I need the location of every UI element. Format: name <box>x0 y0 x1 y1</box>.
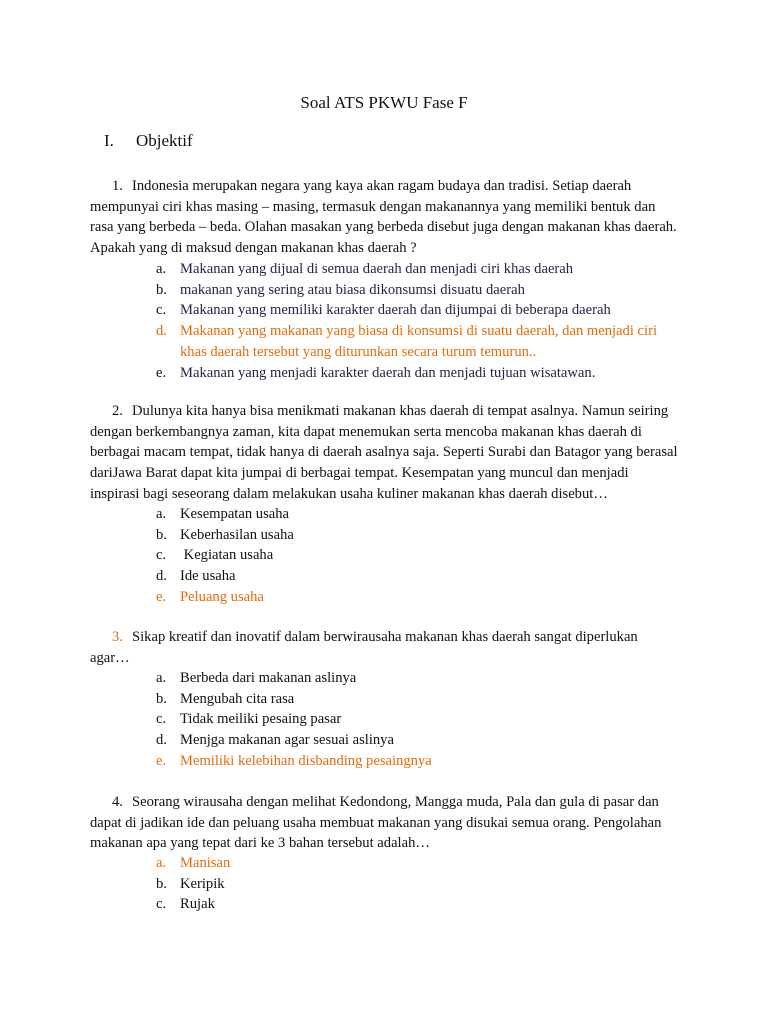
option-a: a. Makanan yang dijual di semua daerah dan menjadi ciri khas daerah <box>156 261 574 277</box>
question-2 <box>90 401 680 505</box>
question-1 <box>90 176 680 259</box>
question-text: Sikap kreatif dan inovatif dalam berwirausaha makanan khas daerah sangat diperlukan agar… <box>90 629 638 666</box>
option-e-answer: e. Memiliki kelebihan disbanding pesaingnya <box>156 752 432 769</box>
option-e: e. Makanan yang menjadi karakter daerah dan menjadi tujuan wisatawan. <box>156 364 596 381</box>
section-heading <box>104 131 193 151</box>
question-number: 3. <box>112 629 123 645</box>
option-c: c. Kegiatan usaha <box>156 547 274 564</box>
question-4-options <box>156 853 686 915</box>
option-b: b. makanan yang sering atau biasa dikonsumsi disuatu daerah <box>156 281 525 298</box>
question-text: Dulunya kita hanya bisa menikmati makanan khas daerah di tempat asalnya. Namun seiring dengan berkembangnya zaman, kita dapat menemukan serta mencoba makanan khas daerah di berbagai macam tempat, tidak hanya di daerah asalnya saja. Seperti Surabi dan Batagor yang berasal dariJawa Barat dapat kita jumpai di berbagai tempat. Kesempatan yang muncul dan menjadi inspirasi bagi seseorang dalam melakukan usaha kuliner makanan khas daerah disebut… <box>90 403 678 502</box>
question-3 <box>90 627 680 668</box>
question-text: Indonesia merupakan negara yang kaya akan ragam budaya dan tradisi. Setiap daerah mempunyai ciri khas masing – masing, termasuk dengan makanannya yang memiliki bentuk dan rasa yang berbeda – beda. Olahan masakan yang berbeda disebut juga dengan makanan khas daerah. Apakah yang di maksud dengan makanan khas daerah ? <box>90 178 677 257</box>
question-4 <box>90 792 680 854</box>
option-b: b. Mengubah cita rasa <box>156 690 295 707</box>
question-number: 1. <box>112 178 123 194</box>
question-2-options <box>156 504 686 608</box>
option-c: c. Rujak <box>156 896 215 913</box>
section-number: I. <box>104 131 114 150</box>
option-b: b. Keberhasilan usaha <box>156 526 294 543</box>
question-1-options <box>156 259 686 383</box>
option-d: d. Ide usaha <box>156 568 236 585</box>
option-b: b. Keripik <box>156 875 225 892</box>
question-text: Seorang wirausaha dengan melihat Kedondong, Mangga muda, Pala dan gula di pasar dan dapat di jadikan ide dan peluang usaha membuat makanan yang disukai semua orang. Pengolahan makanan apa yang tepat dari ke 3 bahan tersebut adalah… <box>90 794 662 852</box>
question-number: 4. <box>112 794 123 810</box>
option-a-answer: a. Manisan <box>156 855 231 871</box>
question-3-options <box>156 668 686 772</box>
option-d-answer: d. Makanan yang makanan yang biasa di konsumsi di suatu daerah, dan menjadi ciri khas daerah tersebut yang diturunkan secara turum temurun.. <box>156 323 657 360</box>
section-label: Objektif <box>136 131 193 150</box>
option-c: c. Tidak meiliki pesaing pasar <box>156 711 342 728</box>
option-a: a. Berbeda dari makanan aslinya <box>156 670 357 686</box>
option-e-answer: e. Peluang usaha <box>156 588 264 605</box>
option-d: d. Menjga makanan agar sesuai aslinya <box>156 732 394 749</box>
option-c: c. Makanan yang memiliki karakter daerah dan dijumpai di beberapa daerah <box>156 302 611 319</box>
option-a: a. Kesempatan usaha <box>156 506 290 522</box>
question-number: 2. <box>112 403 123 419</box>
document-title: Soal ATS PKWU Fase F <box>300 93 468 112</box>
